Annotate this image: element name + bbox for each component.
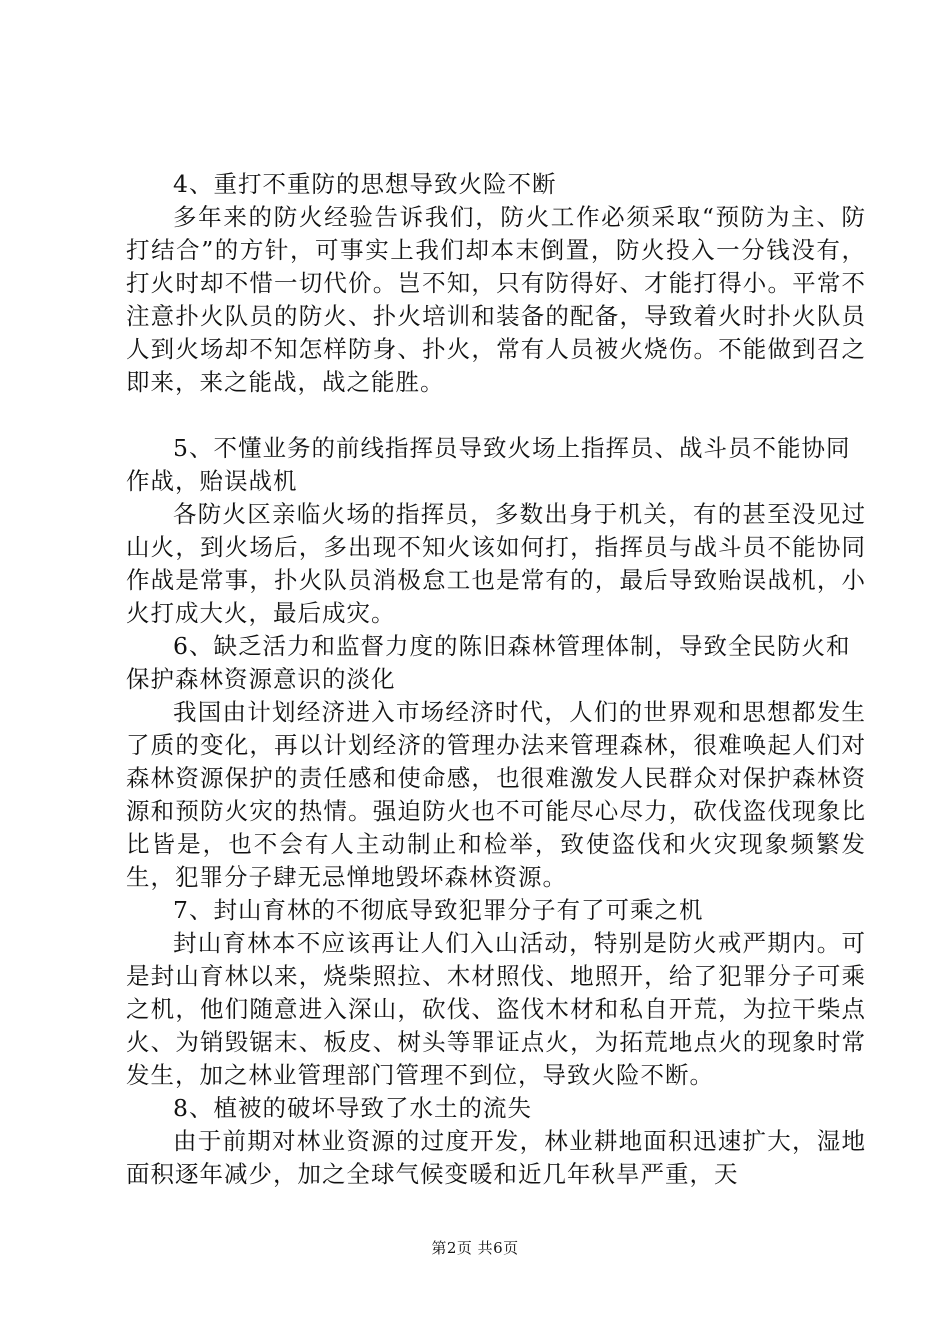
section-heading-5: 5、不懂业务的前线指挥员导致火场上指挥员、战斗员不能协同作战，贻误战机 xyxy=(126,434,851,495)
section-paragraph-7: 封山育林本不应该再让人们入山活动，特别是防火戒严期内。可是封山育林以来，烧柴照拉、木材照伐、地照开，给了犯罪分子可乘之机，他们随意进入深山，砍伐、盗伐木材和私自开荒，为拉干柴点火、为销毁锯末、板皮、树头等罪证点火，为拓荒地点火的现象时常发生，加之林业管理部门管理不到位，导致火险不断。 xyxy=(126,929,866,1089)
document-body xyxy=(126,168,866,1191)
section-paragraph-6: 我国由计划经济进入市场经济时代，人们的世界观和思想都发生了质的变化，再以计划经济的管理办法来管理森林，很难唤起人们对森林资源保护的责任感和使命感，也很难激发人民群众对保护森林资源和预防火灾的热情。强迫防火也不可能尽心尽力，砍伐盗伐现象比比皆是，也不会有人主动制止和检举，致使盗伐和火灾现象频繁发生，犯罪分子肆无忌惮地毁坏森林资源。 xyxy=(126,698,866,891)
section-paragraph-5: 各防火区亲临火场的指挥员，多数出身于机关，有的甚至没见过山火，到火场后，多出现不知火该如何打，指挥员与战斗员不能协同作战是常事，扑火队员消极怠工也是常有的，最后导致贻误战机，小火打成大火，最后成灾。 xyxy=(126,500,866,627)
section-heading-7: 7、封山育林的不彻底导致犯罪分子有了可乘之机 xyxy=(173,896,704,924)
section-paragraph-4: 多年来的防火经验告诉我们，防火工作必须采取“预防为主、防打结合”的方针，可事实上我们却本末倒置，防火投入一分钱没有，打火时却不惜一切代价。岂不知，只有防得好、才能打得小。平常不注意扑火队员的防火、扑火培训和装备的配备，导致着火时扑火队员人到火场却不知怎样防身、扑火，常有人员被火烧伤。不能做到召之即来，来之能战，战之能胜。 xyxy=(126,203,866,396)
section-heading-6: 6、缺乏活力和监督力度的陈旧森林管理体制，导致全民防火和保护森林资源意识的淡化 xyxy=(126,632,851,693)
section-heading-8: 8、植被的破坏导致了水土的流失 xyxy=(173,1094,532,1122)
section-paragraph-8: 由于前期对林业资源的过度开发，林业耕地面积迅速扩大，湿地面积逐年减少，加之全球气候变暖和近几年秋旱严重，天 xyxy=(126,1127,866,1188)
page-footer: 第2页 共6页 xyxy=(431,1239,519,1257)
section-heading-4: 4、重打不重防的思想导致火险不断 xyxy=(173,170,557,198)
